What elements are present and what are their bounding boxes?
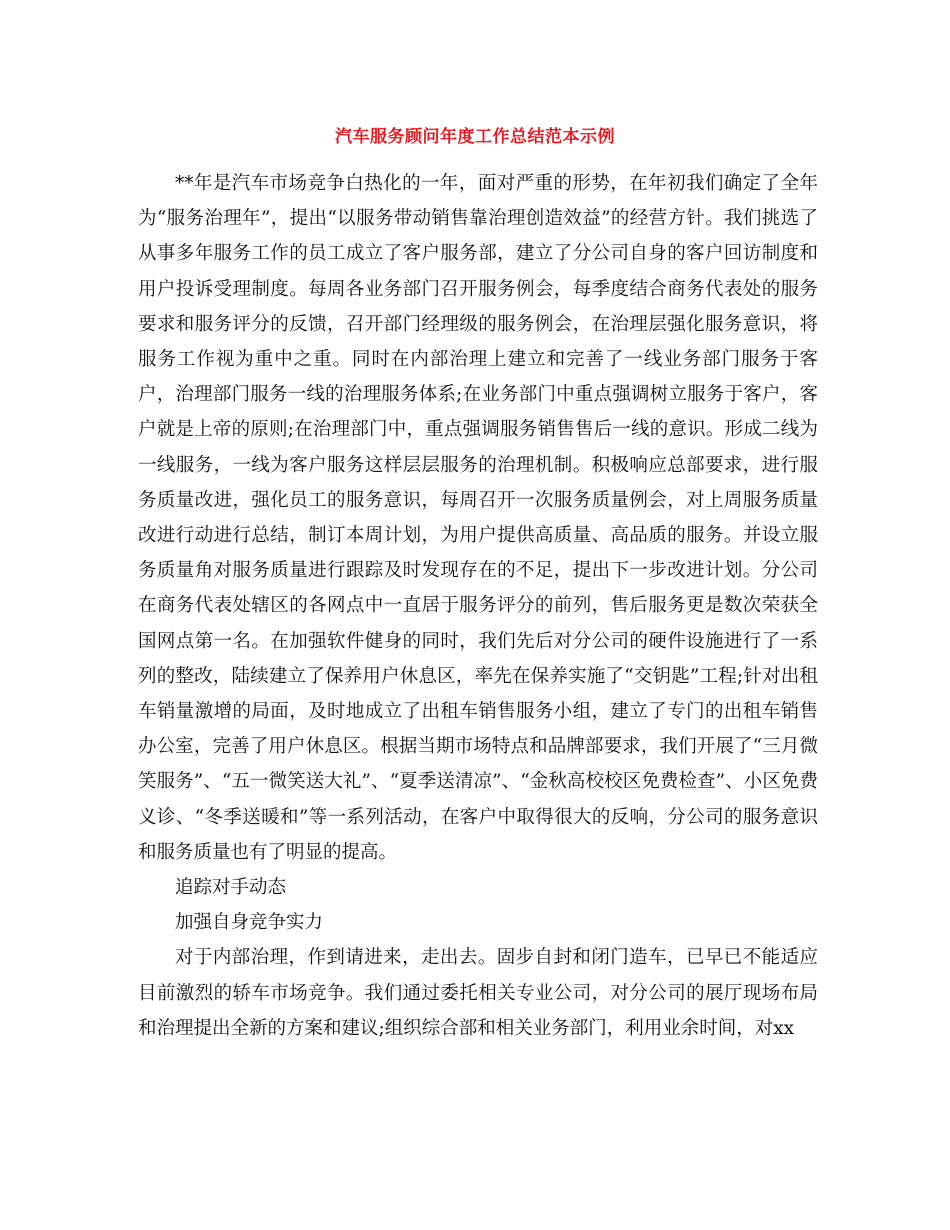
document-title: 汽车服务顾问年度工作总结范本示例 bbox=[335, 127, 615, 147]
section-heading-2: 加强自身竞争实力 bbox=[175, 912, 324, 934]
body-paragraph-2: 对于内部治理，作到请进来，走出去。固步自封和闭门造车，已早已不能适应目前激烈的轿车市场竞争。我们通过委托相关专业公司，对分公司的展厅现场布局和治理提出全新的方案和建议;组织综合部和相关业务部门，利用业余时间，对xx bbox=[138, 947, 818, 1039]
document-body bbox=[138, 166, 818, 1046]
body-paragraph-1: **年是汽车市场竞争白热化的一年，面对严重的形势，在年初我们确定了全年为“服务治理年”，提出“以服务带动销售靠治理创造效益”的经营方针。我们挑选了从事多年服务工作的员工成立了客户服务部，建立了分公司自身的客户回访制度和用户投诉受理制度。每周各业务部门召开服务例会，每季度结合商务代表处的服务要求和服务评分的反馈，召开部门经理级的服务例会，在治理层强化服务意识，将服务工作视为重中之重。同时在内部治理上建立和完善了一线业务部门服务于客户，治理部门服务一线的治理服务体系;在业务部门中重点强调树立服务于客户，客户就是上帝的原则;在治理部门中，重点强调服务销售售后一线的意识。形成二线为一线服务，一线为客户服务这样层层服务的治理机制。积极响应总部要求，进行服务质量改进，强化员工的服务意识，每周召开一次服务质量例会，对上周服务质量改进行动进行总结，制订本周计划，为用户提供高质量、高品质的服务。并设立服务质量角对服务质量进行跟踪及时发现存在的不足，提出下一步改进计划。分公司在商务代表处辖区的各网点中一直居于服务评分的前列，售后服务更是数次荣获全国网点第一名。在加强软件健身的同时，我们先后对分公司的硬件设施进行了一系列的整改，陆续建立了保养用户休息区，率先在保养实施了“交钥匙”工程;针对出租车销量激增的局面，及时地成立了出租车销售服务小组，建立了专门的出租车销售办公室，完善了用户休息区。根据当期市场特点和品牌部要求，我们开展了“三月微笑服务”、“五一微笑送大礼”、“夏季送清凉”、“金秋高校校区免费检查”、小区免费义诊、“冬季送暖和”等一系列活动，在客户中取得很大的反响，分公司的服务意识和服务质量也有了明显的提高。 bbox=[138, 173, 818, 863]
section-heading-1: 追踪对手动态 bbox=[175, 877, 287, 899]
